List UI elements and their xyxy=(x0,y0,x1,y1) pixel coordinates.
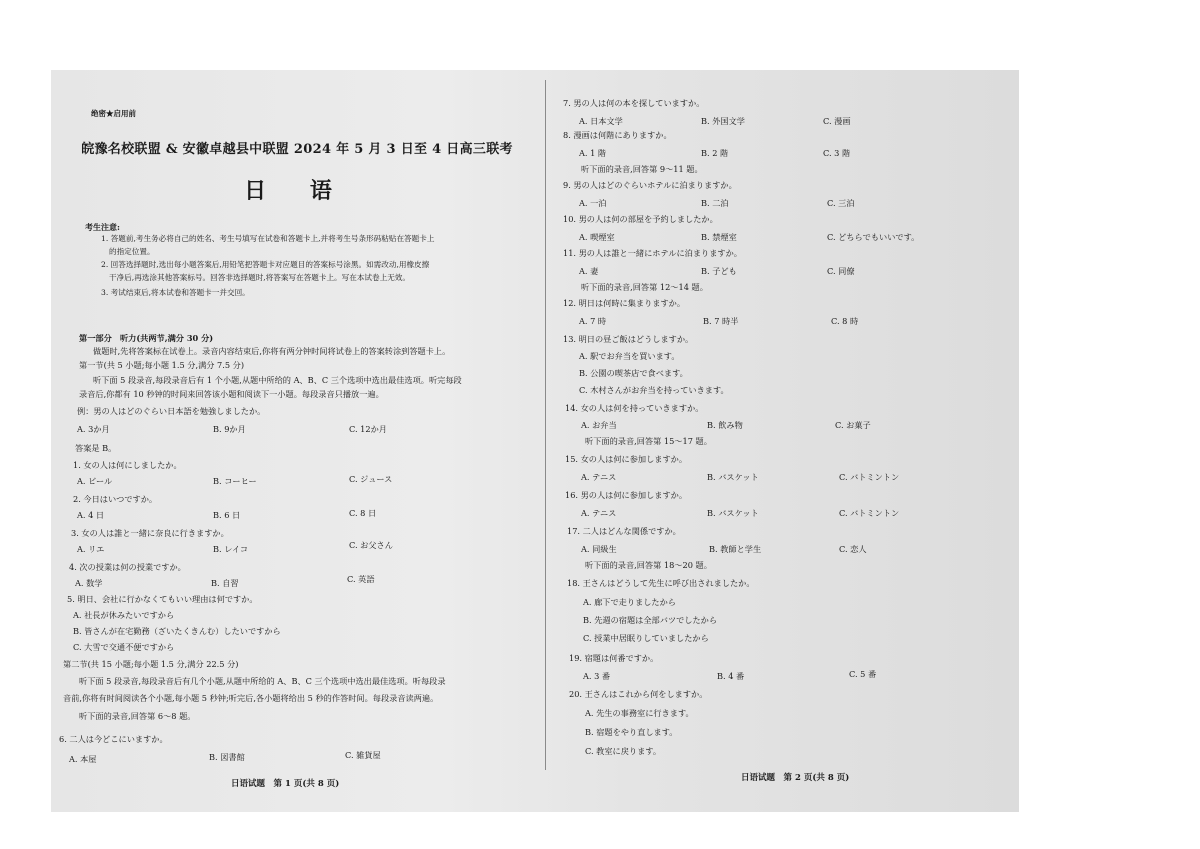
option: C. 3 階 xyxy=(823,148,851,158)
page-footer: 日语试题 第 2 页(共 8 页) xyxy=(741,773,850,783)
option: B. バスケット xyxy=(707,508,759,518)
option: C. 授業中居眠りしていましたから xyxy=(583,633,709,643)
secret-label: 绝密★启用前 xyxy=(91,109,136,118)
option: B. バスケット xyxy=(707,472,759,482)
section1-text: 听下面 5 段录音,每段录音后有 1 个小题,从题中所给的 A、B、C 三个选项中选出最佳选项。听完每段 xyxy=(93,375,462,385)
listen-instruction: 听下面的录音,回答第 12～14 题。 xyxy=(581,282,708,292)
option: C. お父さん xyxy=(349,540,393,550)
question: 2. 今日はいつですか。 xyxy=(73,494,158,504)
question: 17. 二人はどんな関係ですか。 xyxy=(567,526,681,536)
option: A. 本屋 xyxy=(69,754,97,764)
question: 1. 女の人は何にしましたか。 xyxy=(73,460,182,470)
option: B. 宿題をやり直します。 xyxy=(585,727,678,737)
section1-heading: 第一节(共 5 小题;每小题 1.5 分,满分 7.5 分) xyxy=(79,360,245,370)
option: A. 1 階 xyxy=(579,148,607,158)
question: 11. 男の人は誰と一緒にホテルに泊まりますか。 xyxy=(563,248,742,258)
section1-text: 录音后,你都有 10 秒钟的时间来回答该小题和阅读下一小题。每段录音只播放一遍。 xyxy=(79,389,384,399)
question: 9. 男の人はどのぐらいホテルに泊まりますか。 xyxy=(563,180,737,190)
option: B. 自習 xyxy=(211,578,239,588)
option: A. 3 番 xyxy=(583,671,611,681)
option: B. 禁煙室 xyxy=(701,232,737,242)
option: C. バトミントン xyxy=(839,472,900,482)
option: C. 恋人 xyxy=(839,544,867,554)
option: B. 外国文学 xyxy=(701,116,745,126)
question: 8. 漫画は何階にありますか。 xyxy=(563,130,672,140)
question: 5. 明日、会社に行かなくてもいい理由は何ですか。 xyxy=(67,594,258,604)
example-answer: 答案是 B。 xyxy=(75,443,117,453)
question: 15. 女の人は何に参加しますか。 xyxy=(565,454,688,464)
option: C. 木村さんがお弁当を持っていきます。 xyxy=(579,385,729,395)
option: C. 5 番 xyxy=(849,669,877,679)
option: B. 7 時半 xyxy=(703,316,739,326)
question: 12. 明日は何時に集まりますか。 xyxy=(563,298,686,308)
question: 16. 男の人は何に参加しますか。 xyxy=(565,490,688,500)
option: A. ビール xyxy=(77,476,113,486)
exam-sheet xyxy=(51,70,1019,812)
question: 20. 王さんはこれから何をしますか。 xyxy=(569,689,708,699)
option: C. 12か月 xyxy=(349,424,387,434)
option: C. お菓子 xyxy=(835,420,871,430)
notice-line: 的指定位置。 xyxy=(109,247,155,256)
option: C. 大雪で交通不便ですから xyxy=(73,642,175,652)
section2-text: 音前,你将有时间阅读各个小题,每小题 5 秒钟;听完后,各小题将给出 5 秒的作答时间。每段录音读两遍。 xyxy=(63,693,439,703)
question: 18. 王さんはどうして先生に呼び出されましたか。 xyxy=(567,578,755,588)
option: B. 子ども xyxy=(701,266,737,276)
option: A. 妻 xyxy=(579,266,599,276)
option: B. 9か月 xyxy=(213,424,246,434)
option: A. 社長が休みたいですから xyxy=(73,610,175,620)
option: B. 図書館 xyxy=(209,752,245,762)
page-divider xyxy=(545,80,546,770)
option: C. 漫画 xyxy=(823,116,851,126)
option: C. ジュース xyxy=(349,474,393,484)
option: C. 8 日 xyxy=(349,508,377,518)
option: B. 二泊 xyxy=(701,198,729,208)
notice-line: 3. 考试结束后,将本试卷和答题卡一并交回。 xyxy=(101,288,250,297)
option: A. 駅でお弁当を買います。 xyxy=(579,351,680,361)
option: B. コーヒー xyxy=(213,476,257,486)
option: A. テニス xyxy=(581,472,617,482)
option: C. どちらでもいいです。 xyxy=(827,232,920,242)
listen-instruction: 听下面的录音,回答第 9～11 题。 xyxy=(581,164,703,174)
option: C. 8 時 xyxy=(831,316,859,326)
option: B. 4 番 xyxy=(717,671,745,681)
option: A. 廊下で走りましたから xyxy=(583,597,676,607)
option: C. 英語 xyxy=(347,574,375,584)
option: A. 4 日 xyxy=(77,510,105,520)
option: C. 雑貨屋 xyxy=(345,750,381,760)
option: A. 数学 xyxy=(75,578,103,588)
listen-instruction: 听下面的录音,回答第 18～20 题。 xyxy=(585,560,712,570)
option: A. 同級生 xyxy=(581,544,617,554)
notice-heading: 考生注意: xyxy=(85,222,120,232)
option: C. 同僚 xyxy=(827,266,855,276)
option: C. 三泊 xyxy=(827,198,855,208)
section2-text: 听下面 5 段录音,每段录音后有几个小题,从题中所给的 A、B、C 三个选项中选出最佳选项。听每段录 xyxy=(79,676,446,686)
option: A. 一泊 xyxy=(579,198,607,208)
page-footer: 日语试题 第 1 页(共 8 页) xyxy=(231,779,340,789)
option: A. 先生の事務室に行きます。 xyxy=(585,708,694,718)
part1-heading: 第一部分 听力(共两节,满分 30 分) xyxy=(79,333,214,343)
question: 19. 宿題は何番ですか。 xyxy=(569,653,659,663)
listen-instruction: 听下面的录音,回答第 6～8 题。 xyxy=(79,711,196,721)
option: B. 先週の宿題は全部バツでしたから xyxy=(583,615,718,625)
option: A. 7 時 xyxy=(579,316,607,326)
example-question: 例：男の人はどのぐらい日本語を勉強しましたか。 xyxy=(77,406,266,416)
notice-line: 干净后,再选涂其他答案标号。回答非选择题时,将答案写在答题卡上。写在本试卷上无效。 xyxy=(109,273,410,282)
question: 14. 女の人は何を持っていきますか。 xyxy=(565,403,704,413)
question: 10. 男の人は何の部屋を予約しましたか。 xyxy=(563,214,718,224)
option: A. リエ xyxy=(77,544,105,554)
question: 13. 明日の昼ご飯はどうしますか。 xyxy=(563,334,694,344)
option: A. 3か月 xyxy=(77,424,110,434)
option: B. 2 階 xyxy=(701,148,729,158)
option: A. 喫煙室 xyxy=(579,232,615,242)
notice-line: 1. 答题前,考生务必将自己的姓名、考生号填写在试卷和答题卡上,并将考生号条形码粘贴在答题卡上 xyxy=(101,234,435,243)
option: B. 公園の喫茶店で食べます。 xyxy=(579,368,688,378)
option: A. お弁当 xyxy=(581,420,617,430)
question: 6. 二人は今どこにいますか。 xyxy=(59,734,168,744)
option: B. 教師と学生 xyxy=(709,544,762,554)
option: C. バトミントン xyxy=(839,508,900,518)
notice-line: 2. 回答选择题时,选出每小题答案后,用铅笔把答题卡对应题目的答案标号涂黑。如需改动,用橡皮擦 xyxy=(101,260,430,269)
option: B. 皆さんが在宅勤務（ざいたくきんむ）したいですから xyxy=(73,626,281,636)
option: B. レイコ xyxy=(213,544,249,554)
option: C. 教室に戻ります。 xyxy=(585,746,662,756)
question: 7. 男の人は何の本を探していますか。 xyxy=(563,98,705,108)
option: A. テニス xyxy=(581,508,617,518)
question: 3. 女の人は誰と一緒に奈良に行きますか。 xyxy=(71,528,229,538)
listen-instruction: 听下面的录音,回答第 15～17 题。 xyxy=(585,436,712,446)
subject-title: 日 语 xyxy=(244,178,350,204)
section2-heading: 第二节(共 15 小题;每小题 1.5 分,满分 22.5 分) xyxy=(63,659,239,669)
option: A. 日本文学 xyxy=(579,116,623,126)
option: B. 6 日 xyxy=(213,510,241,520)
intro-text: 做题时,先将答案标在试卷上。录音内容结束后,你将有两分钟时间将试卷上的答案转涂到答题卡上。 xyxy=(93,346,451,356)
exam-title: 皖豫名校联盟 & 安徽卓越县中联盟 2024 年 5 月 3 日至 4 日高三联考 xyxy=(81,142,513,157)
option: B. 飲み物 xyxy=(707,420,743,430)
question: 4. 次の授業は何の授業ですか。 xyxy=(69,562,186,572)
